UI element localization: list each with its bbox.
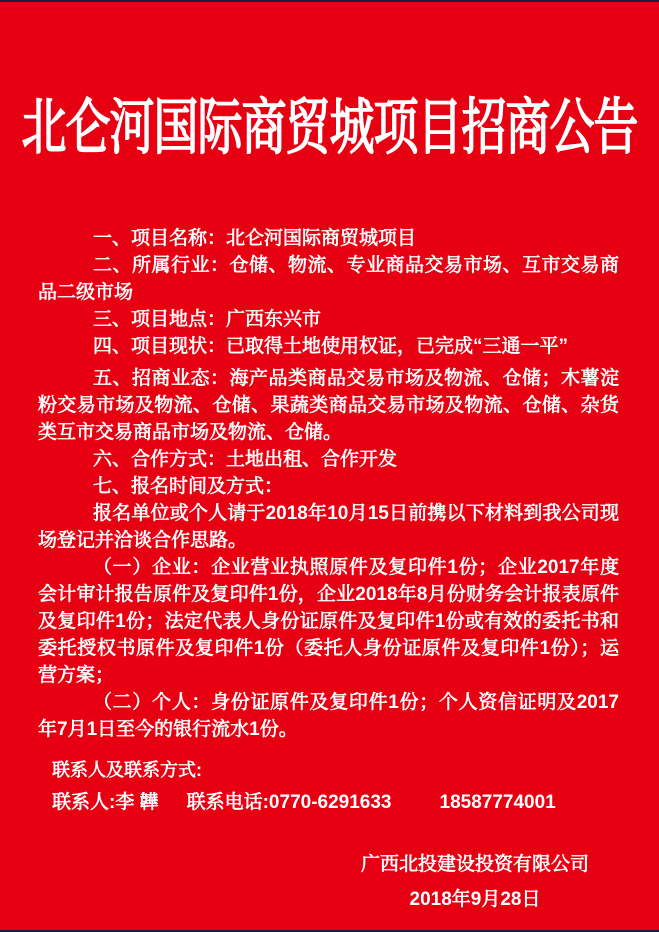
contact-line xyxy=(52,791,659,815)
body-paragraph-cooperation: 六、合作方式：土地出租、合作开发 xyxy=(93,449,398,470)
company-name: 广西北投建设投资有限公司 xyxy=(360,854,589,875)
signature-block xyxy=(325,847,625,917)
body-paragraph-industry: 二、所属行业：仓储、物流、专业商品交易市场、互市交易商品二级市场 xyxy=(38,255,619,303)
contact-phone: 联系电话:0770-6291633 xyxy=(186,792,392,813)
body-paragraph-project-name: 一、项目名称：北仑河国际商贸城项目 xyxy=(93,228,417,249)
body-paragraph-individual-materials: （二）个人：身份证原件及复印件1份；个人资信证明及2017年7月1日至今的银行流水1份。 xyxy=(38,692,619,740)
body-paragraph-status: 四、项目现状：已取得土地使用权证，已完成“三通一平” xyxy=(93,336,569,357)
contact-heading: 联系人及联系方式: xyxy=(52,760,202,780)
body-paragraph-business-types: 五、招商业态：海产品类商品交易市场及物流、仓储；木薯淀粉交易市场及物流、仓储、果蔬类商品交易市场及物流、仓储、杂货类互市交易商品市场及物流、仓储。 xyxy=(38,368,619,443)
contact-person: 联系人:李 韡 xyxy=(52,792,159,813)
body-paragraph-registration-heading: 七、报名时间及方式： xyxy=(93,476,284,497)
poster-title: 北仑河国际商贸城项目招商公告 xyxy=(21,93,638,162)
body-paragraph-location: 三、项目地点：广西东兴市 xyxy=(93,309,322,330)
contact-phone-alt: 18587774001 xyxy=(439,792,556,813)
announcement-body xyxy=(0,225,659,743)
contact-section xyxy=(0,757,659,815)
body-paragraph-registration-info: 报名单位或个人请于2018年10月15日前携以下材料到我公司现场登记并洽谈合作思路。 xyxy=(38,503,619,551)
body-paragraph-enterprise-materials: （一）企业：企业营业执照原件及复印件1份；企业2017年度会计审计报告原件及复印件1份，企业2018年8月份财务会计报表原件及复印件1份；法定代表人身份证原件及复印件1份或有效的委托书和委托授权书原件及复印件1份（委托人身份证原件及复印件1份）；运营方案； xyxy=(38,557,619,686)
issue-date: 2018年9月28日 xyxy=(409,889,541,910)
